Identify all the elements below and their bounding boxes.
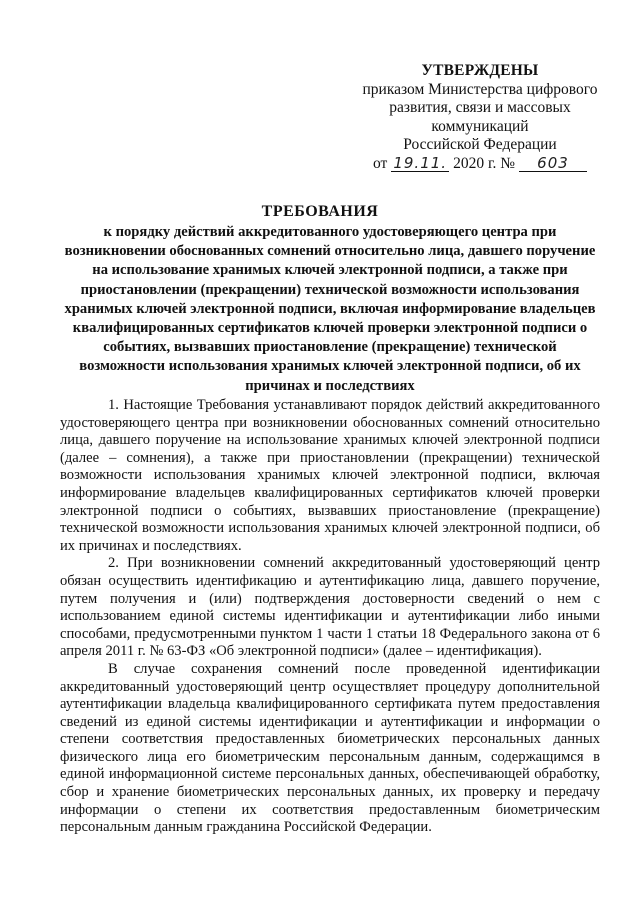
handwritten-date: 19.11. <box>391 155 449 172</box>
approval-line-1: приказом Министерства цифрового <box>362 80 598 98</box>
handwritten-order-number: 603 <box>519 155 587 172</box>
document-title: ТРЕБОВАНИЯ <box>261 203 379 220</box>
paragraph-1: 1. Настоящие Требования устанавливают порядок действий аккредитованного удостоверяющего центра при возникновении обоснованных сомнений относительно лица, давшего поручение на использование хранимых ключей электронной подписи (далее – сомнения), а также при приостановлении (прекращении) технической возможности использования хранимых ключей электронной подписи, включая информирование владельцев квалифицированных сертификатов ключей проверки электронной подписи о событиях, вызвавших приостановление (прекращение) технической возможности использования хранимых ключей электронной подписи, об их причинах и последствиях. <box>60 397 600 554</box>
approval-date-line <box>360 155 600 174</box>
approval-title: УТВЕРЖДЕНЫ <box>421 62 539 79</box>
approval-line-2: развития, связи и массовых <box>389 99 571 117</box>
date-prefix: от <box>373 154 388 172</box>
paragraph-2: 2. При возникновении сомнений аккредитованный удостоверяющий центр обязан осуществить идентификацию и аутентификацию лица, давшего поручение, путем получения и (или) подтверждения достоверности сведений о нем с использованием единой системы идентификации и аутентификации либо иными способами, предусмотренными пунктом 1 части 1 статьи 18 Федерального закона от 6 апреля 2011 г. № 63-ФЗ «Об электронной подписи» (далее – идентификация). <box>60 555 600 660</box>
approval-line-4: Российской Федерации <box>403 136 557 154</box>
document-body <box>60 397 600 837</box>
paragraph-3: В случае сохранения сомнений после проведенной идентификации аккредитованный удостоверяющий центр осуществляет процедуру дополнительной аутентификации владельца квалифицированного сертификата путем предоставления сведений из единой системы идентификации и аутентификации и информации о степени соответствия предоставленных биометрических персональных данных физического лица его биометрическим персональным данным, содержащимся в единой информационной системе персональных данных, обеспечивающей обработку, сбор и хранение биометрических персональных данных, их проверку и передачу информации о степени их соответствия предоставленным биометрическим персональным данным гражданина Российской Федерации. <box>60 660 600 836</box>
document-subtitle: к порядку действий аккредитованного удостоверяющего центра при возникновении обоснованных сомнений относительно лица, давшего поручение на использование хранимых ключей электронной подписи, а также при приостановлении (прекращении) технической возможности использования хранимых ключей электронной подписи, включая информирование владельцев квалифицированных сертификатов ключей проверки электронной подписи о событиях, вызвавших приостановление (прекращение) технической возможности использования хранимых ключей электронной подписи, об их причинах и последствиях <box>64 224 596 394</box>
approval-line-3: коммуникаций <box>431 117 529 135</box>
date-year: 2020 г. № <box>453 154 516 172</box>
approval-block <box>360 62 600 174</box>
